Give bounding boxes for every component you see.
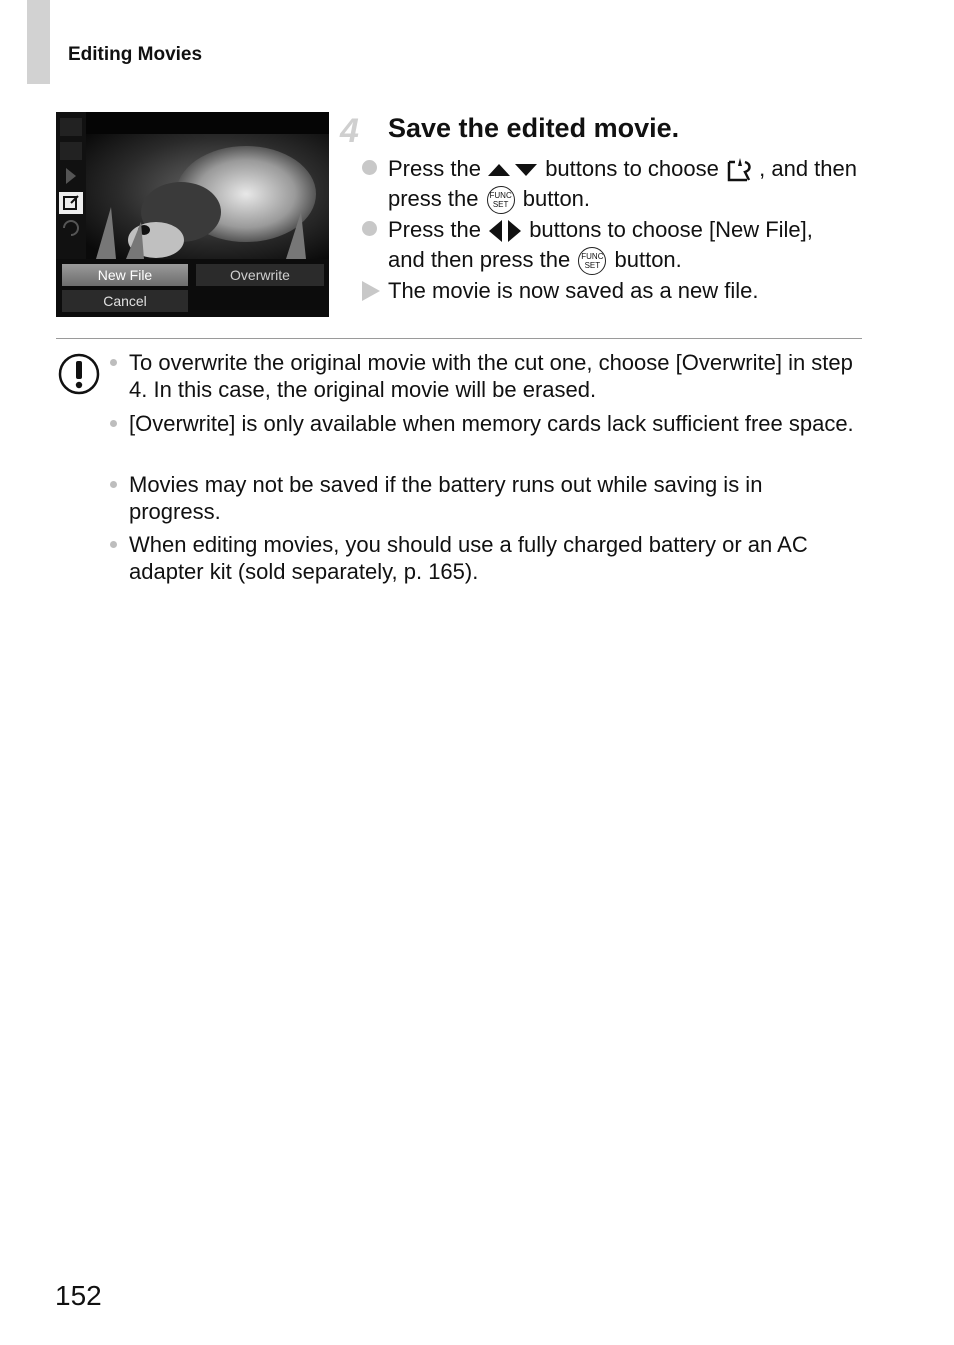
note-item: To overwrite the original movie with the cut one, choose [Overwrite] in step 4. In this case, the original movie will be erased.: [129, 350, 853, 402]
bullet-text: press the: [388, 186, 479, 211]
bullet-text: button.: [522, 186, 591, 211]
set-label: SET: [584, 261, 601, 271]
camera-screen: [56, 112, 329, 317]
step-number: 4: [340, 112, 359, 150]
bullet-dot: [362, 221, 377, 236]
divider: [56, 338, 862, 339]
bullet-text: buttons to choose [New File],: [529, 217, 813, 242]
movie-frame-image: [56, 112, 329, 317]
bullet-text: button.: [614, 247, 682, 272]
left-right-arrows-icon: [487, 219, 523, 243]
cancel-button[interactable]: Cancel: [62, 290, 188, 312]
note-bullet: [110, 481, 117, 488]
func-label: FUNC: [581, 252, 604, 262]
result-arrow-icon: [362, 281, 380, 301]
bullet-text: , and then: [759, 156, 857, 181]
set-label: SET: [492, 200, 509, 210]
bullet-dot: [362, 160, 377, 175]
bullet-1-line-1: [388, 154, 857, 184]
note-bullet: [110, 420, 117, 427]
up-down-arrows-icon: [487, 162, 539, 178]
result-text: The movie is now saved as a new file.: [388, 278, 759, 303]
overwrite-button[interactable]: Overwrite: [196, 264, 324, 286]
bullet-1-line-2: [388, 184, 590, 214]
bullet-text: Press the: [388, 156, 481, 181]
note-item: When editing movies, you should use a fully charged battery or an AC adapter kit (sold separately, p. 165).: [129, 532, 808, 584]
note-bullet: [110, 541, 117, 548]
note-bullet: [110, 359, 117, 366]
bullet-2-line-1: [388, 215, 813, 245]
func-set-icon: [487, 186, 515, 214]
note-item: Movies may not be saved if the battery runs out while saving is in progress.: [129, 472, 763, 524]
func-label: FUNC: [489, 191, 512, 201]
page-number: 152: [55, 1280, 102, 1311]
note-item: [Overwrite] is only available when memory cards lack sufficient free space.: [129, 411, 854, 436]
bullet-text: and then press the: [388, 247, 571, 272]
bullet-text: buttons to choose: [545, 156, 719, 181]
step-title: Save the edited movie.: [388, 113, 680, 143]
save-new-file-icon: [725, 156, 753, 184]
header-bar: [27, 0, 50, 84]
caution-icon: [58, 353, 100, 395]
func-set-icon: [578, 247, 606, 275]
new-file-button[interactable]: New File: [62, 264, 188, 286]
bullet-2-line-2: [388, 245, 682, 275]
bullet-text: Press the: [388, 217, 481, 242]
section-title: Editing Movies: [68, 44, 203, 65]
